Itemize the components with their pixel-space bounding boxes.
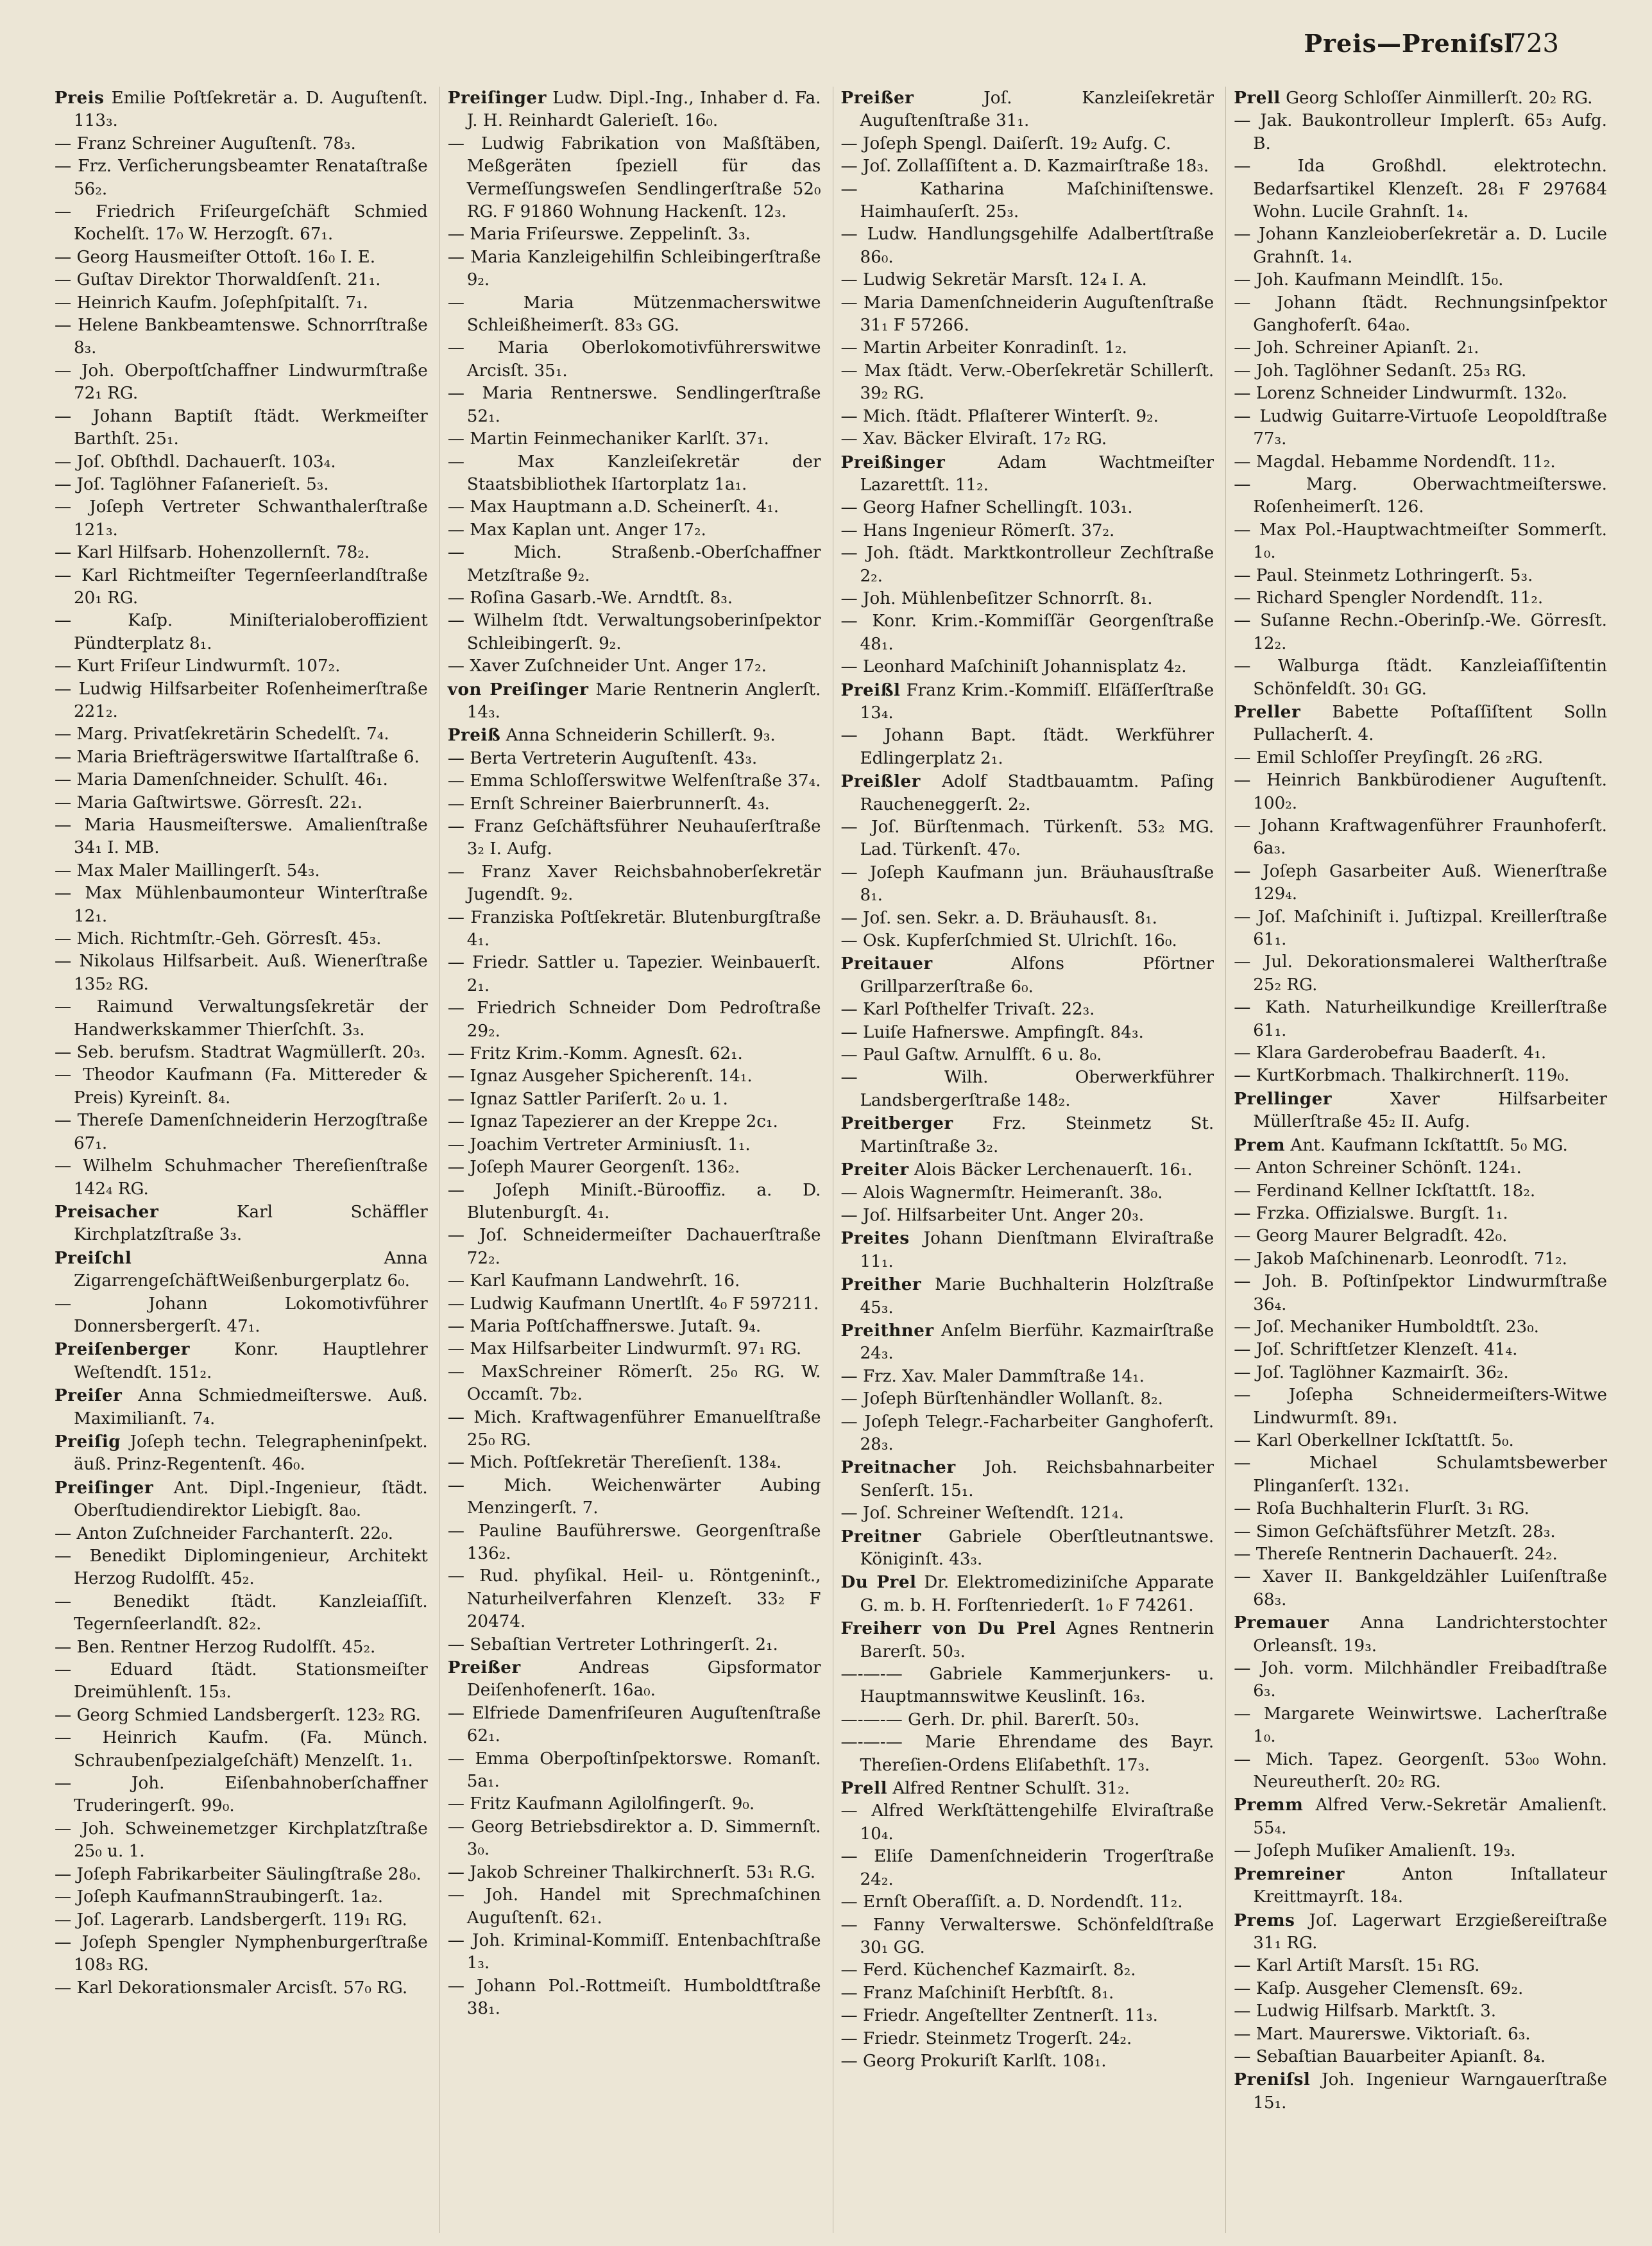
directory-entry: — KurtKorbmach. Thalkirchnerſt. 119₀.: [1234, 1066, 1570, 1086]
directory-entry: Preiter Alois Bäcker Lerchenauerſt. 16₁.: [840, 1160, 1193, 1180]
directory-entry: Preiſinger Ant. Dipl.-Ingenieur, ſtädt. Oberſtudiendirektor Liebigſt. 8a₀.: [55, 1477, 428, 1521]
directory-entry: Preither Marie Buchhalterin Holzſtraße 45₃.: [840, 1274, 1214, 1317]
entry-surname: Freiherr von Du Prel: [840, 1618, 1057, 1639]
directory-entry: — Ludwig Hilfsarbeiter Roſenheimerſtraße 221₂.: [55, 679, 428, 721]
directory-entry: — Joſ. Taglöhner Kazmairſt. 36₂.: [1234, 1362, 1509, 1382]
directory-entry: — Ignaz Ausgeher Spicherenſt. 14₁.: [447, 1067, 753, 1086]
directory-entry: — Karl Kaufmann Landwehrſt. 16.: [447, 1271, 740, 1291]
directory-entry: — Maria Damenſchneider. Schulſt. 46₁.: [55, 770, 388, 790]
directory-entry: — Suſanne Rechn.-Oberinſp.-We. Görresſt. 12₂.: [1234, 611, 1607, 653]
directory-entry: — Magdal. Hebamme Nordendſt. 11₂.: [1234, 452, 1556, 472]
entry-surname: Prellinger: [1234, 1088, 1333, 1109]
page-number: 723: [1510, 29, 1559, 58]
directory-entry: — Johann Pol.-Rottmeiſt. Humboldtſtraße 38₁.: [447, 1976, 821, 2019]
directory-entry: — Ludwig Kaufmann Unertlſt. 4₀ F 597211.: [447, 1294, 819, 1314]
directory-entry: — Joh. Oberpoſtſchaffner Lindwurmſtraße 72₁ RG.: [55, 361, 428, 404]
directory-entry: — Joh. B. Poſtinſpektor Lindwurmſtraße 36₄.: [1234, 1272, 1607, 1314]
directory-entry: — Eduard ſtädt. Stationsmeiſter Dreimühlenſt. 15₃.: [55, 1660, 428, 1702]
entry-surname: Preißl: [840, 680, 901, 700]
directory-entry: — Joh. Taglöhner Sedanſt. 25₃ RG.: [1234, 361, 1527, 381]
entry-surname: Preißer: [447, 1658, 521, 1678]
directory-entry: — Friedrich Friſeurgeſchäft Schmied Kochelſt. 17₀ W. Herzogſt. 67₁.: [55, 202, 428, 244]
entry-surname: Premm: [1234, 1795, 1304, 1815]
directory-entry: — Martin Arbeiter Konradinſt. 1₂.: [840, 338, 1127, 358]
directory-entry: — Luiſe Hafnerswe. Ampfingſt. 84₃.: [840, 1022, 1144, 1042]
directory-entry: — Guſtav Direktor Thorwaldſenſt. 21₁.: [55, 270, 381, 290]
directory-entry: — Max Mühlenbaumonteur Winterſtraße 12₁.: [55, 884, 428, 926]
entry-surname: Preiſenberger: [55, 1339, 191, 1360]
directory-entry: — Mich. Richtmſtr.-Geh. Görresſt. 45₃.: [55, 929, 382, 949]
directory-entry: — Karl Artiſt Marsſt. 15₁ RG.: [1234, 1956, 1480, 1976]
directory-entry: — Maria Poſtſchaffnerswe. Jutaſt. 9₄.: [447, 1316, 762, 1336]
directory-entry: — Fanny Verwalterswe. Schönfeldſtraße 30₁ GG.: [840, 1915, 1214, 1957]
directory-entry: — Joſeph Miniſt.-Bürooffiz. a. D. Blutenburgſt. 4₁.: [447, 1180, 821, 1222]
entry-surname: Preißer: [840, 88, 914, 108]
directory-entry: — Berta Vertreterin Auguſtenſt. 43₃.: [447, 748, 758, 768]
directory-entry: — Joſeph Fabrikarbeiter Säulingſtraße 28₀.: [55, 1864, 422, 1884]
directory-entry: — Joſeph Bürſtenhändler Wollanſt. 8₂.: [840, 1389, 1163, 1409]
directory-entry: — Emil Schloſſer Preyſingſt. 26 ₂RG.: [1234, 748, 1544, 767]
directory-entry: — Johann Baptiſt ſtädt. Werkmeiſter Barthſt. 25₁.: [55, 406, 428, 449]
directory-entry: Prem Ant. Kaufmann Ickſtattſt. 5₀ MG.: [1234, 1135, 1568, 1155]
directory-entry: Preitberger Frz. Steinmetz St. Martinſtraße 3₂.: [840, 1113, 1214, 1156]
directory-entry: — Jakob Maſchinenarb. Leonrodſt. 71₂.: [1234, 1249, 1567, 1269]
directory-entry: — Benedikt ſtädt. Kanzleiaſſiſt. Tegernſeerlandſt. 82₂.: [55, 1591, 428, 1634]
directory-entry: — Maria Damenſchneiderin Auguſtenſtraße 31₁ F 57266.: [840, 293, 1214, 336]
directory-entry: — Fritz Kaufmann Agilolfingerſt. 9₀.: [447, 1794, 755, 1814]
directory-entry: — Maria Hausmeiſterswe. Amalienſtraße 34₁ I. MB.: [55, 816, 428, 858]
directory-entry: — Georg Schmied Landsbergerſt. 123₂ RG.: [55, 1705, 421, 1725]
directory-entry: — Ernſt Oberaſſiſt. a. D. Nordendſt. 11₂.: [840, 1892, 1183, 1912]
directory-entry: — Roſa Buchhalterin Flurſt. 3₁ RG.: [1234, 1499, 1529, 1519]
entry-surname: Preiſer: [55, 1385, 123, 1406]
directory-entry: — Paul Gaſtw. Arnulfſt. 6 u. 8₀.: [840, 1045, 1102, 1065]
directory-entry: — Ludwig Sekretär Marsſt. 12₄ I. A.: [840, 270, 1147, 290]
directory-entry: — Joh. Schreiner Apianſt. 2₁.: [1234, 338, 1479, 358]
directory-entry: — Michael Schulamtsbewerber Plinganſerſt. 132₁.: [1234, 1453, 1607, 1496]
directory-entry: — Friedr. Steinmetz Trogerſt. 24₂.: [840, 2028, 1132, 2048]
directory-entry: — Joſeph Muſiker Amalienſt. 19₃.: [1234, 1841, 1516, 1861]
entry-surname: Prem: [1234, 1135, 1286, 1155]
directory-entry: — Rud. phyſikal. Heil- u. Röntgeninſt., Naturheilverfahren Klenzeſt. 33₂ F 20474.: [447, 1566, 821, 1632]
entry-surname: Preniſsl: [1234, 2070, 1311, 2090]
directory-columns: [55, 87, 1607, 2233]
directory-entry: — Ida Großhdl. elektrotechn. Bedarfsartikel Klenzeſt. 28₁ F 297684 Wohn. Lucile Grahnſt. 1₄.: [1234, 157, 1607, 222]
directory-entry: — Walburga ſtädt. Kanzleiaſſiſtentin Schönfeldſt. 30₁ GG.: [1234, 656, 1607, 699]
directory-entry: — Joſ. Taglöhner Faſanerieſt. 5₃.: [55, 474, 329, 494]
directory-entry: — Joſ. Obſthdl. Dachauerſt. 103₄.: [55, 452, 336, 472]
directory-entry: — Wilh. Oberwerkführer Landsbergerſtraße 148₂.: [840, 1068, 1214, 1110]
directory-entry: — Alois Wagnermſtr. Heimeranſt. 38₀.: [840, 1183, 1163, 1203]
directory-entry: — Joſ. Mechaniker Humboldtſt. 23₀.: [1234, 1317, 1540, 1337]
directory-entry: — Joh. ſtädt. Marktkontrolleur Zechſtraße 2₂.: [840, 544, 1214, 586]
directory-entry: — Friedrich Schneider Dom Pedroſtraße 29₂.: [447, 999, 821, 1041]
entry-surname: Prell: [840, 1778, 888, 1799]
directory-entry: — Alfred Werkſtättengehilfe Elviraſtraße 10₄.: [840, 1801, 1214, 1844]
directory-entry: — Jul. Dekorationsmalerei Waltherſtraße 25₂ RG.: [1234, 952, 1607, 995]
directory-entry: — Georg Prokuriſt Karlſt. 108₁.: [840, 2051, 1107, 2071]
directory-entry: — Helene Bankbeamtenswe. Schnorrſtraße 8₃.: [55, 316, 428, 358]
directory-entry: — Franz Schreiner Auguſtenſt. 78₃.: [55, 133, 356, 153]
directory-entry: — Joſeph Telegr.-Facharbeiter Ganghoferſt. 28₃.: [840, 1412, 1214, 1454]
directory-entry: — Joſ. Schreiner Weſtendſt. 121₄.: [840, 1504, 1124, 1523]
directory-entry: — Ignaz Tapezierer an der Kreppe 2c₁.: [447, 1112, 778, 1132]
entry-surname: Preller: [1234, 701, 1301, 722]
directory-entry: — Mart. Maurerswe. Viktoriaſt. 6₃.: [1234, 2024, 1531, 2044]
entry-surname: Preitauer: [840, 954, 933, 974]
directory-entry: — Heinrich Kaufm. (Fa. Münch. Schraubenſpezialgeſchäft) Menzelſt. 1₁.: [55, 1728, 428, 1770]
page-header: [0, 0, 1652, 90]
directory-entry: — Frz. Verſicherungsbeamter Renataſtraße 56₂.: [55, 157, 428, 199]
entry-surname: Preiſinger: [55, 1477, 154, 1498]
directory-entry: — Joſeph Maurer Georgenſt. 136₂.: [447, 1158, 740, 1178]
directory-entry: — Martin Feinmechaniker Karlſt. 37₁.: [447, 429, 769, 449]
directory-entry: —-—-— Marie Ehrendame des Bayr. Thereſien-Ordens Eliſabethſt. 17₃.: [840, 1733, 1214, 1775]
directory-entry: — Joh. Mühlenbeſitzer Schnorrſt. 8₁.: [840, 588, 1153, 608]
directory-entry: Preiſinger Ludw. Dipl.-Ing., Inhaber d. Fa. J. H. Reinhardt Galerieſt. 16₀.: [447, 88, 821, 131]
directory-entry: — Joſeph Spengl. Daiſerſt. 19₂ Aufg. C.: [840, 133, 1171, 153]
directory-entry: Prell Georg Schloſſer Ainmillerſt. 20₂ RG.: [1234, 88, 1593, 108]
directory-entry: Preißer Joſ. Kanzleiſekretär Auguſtenſtraße 31₁.: [840, 88, 1214, 131]
directory-entry: — Kaſp. Miniſterialoberoffizient Pündterplatz 8₁.: [55, 611, 428, 653]
directory-entry: — Joſeph Kaufmann jun. Bräuhausſtraße 8₁.: [840, 862, 1214, 905]
directory-entry: — Konr. Krim.-Kommiſſär Georgenſtraße 48₁.: [840, 612, 1214, 654]
directory-entry: — Mich. Poſtſekretär Thereſienſt. 138₄.: [447, 1453, 782, 1473]
directory-entry: — Maria Kanzleigehilfin Schleibingerſtraße 9₂.: [447, 247, 821, 290]
directory-entry: — Wilhelm Schuhmacher Thereſienſtraße 142₄ RG.: [55, 1156, 428, 1199]
directory-column-1: [55, 87, 428, 2233]
entry-surname: Preites: [840, 1228, 910, 1249]
entry-surname: Preitner: [840, 1526, 922, 1547]
directory-entry: — Joachim Vertreter Arminiusſt. 1₁.: [447, 1135, 751, 1154]
directory-entry: Preitner Gabriele Oberſtleutnantswe. Königinſt. 43₃.: [840, 1526, 1214, 1569]
directory-entry: — Joſ. Zollaſſiſtent a. D. Kazmairſtraße 18₃.: [840, 157, 1209, 176]
directory-entry: — Seb. berufsm. Stadtrat Wagmüllerſt. 20₃.: [55, 1043, 426, 1063]
directory-entry: — Johann Kanzleioberſekretär a. D. Lucile Grahnſt. 1₄.: [1234, 225, 1607, 267]
directory-entry: von Preiſinger Marie Rentnerin Anglerſt. 14₃.: [447, 679, 821, 722]
directory-entry: Freiherr von Du Prel Agnes Rentnerin Barerſt. 50₃.: [840, 1618, 1214, 1661]
directory-entry: — Max Pol.-Hauptwachtmeiſter Sommerſt. 1₀.: [1234, 520, 1607, 563]
directory-entry: Preißler Adolf Stadtbauamtm. Paſing Raucheneggerſt. 2₂.: [840, 771, 1214, 814]
entry-surname: von Preiſinger: [447, 679, 589, 699]
directory-entry: — Heinrich Bankbürodiener Auguſtenſt. 100₂.: [1234, 771, 1607, 813]
directory-entry: Preiſchl Anna ZigarrengeſchäftWeißenburgerplatz 6₀.: [55, 1247, 428, 1291]
directory-entry: — Joſeph Gasarbeiter Auß. Wienerſtraße 129₄.: [1234, 861, 1607, 904]
directory-entry: — Maria Mützenmacherswitwe Schleißheimerſt. 83₃ GG.: [447, 293, 821, 336]
directory-entry: — Max Kaplan unt. Anger 17₂.: [447, 520, 706, 540]
directory-entry: — Joſeph KaufmannStraubingerſt. 1a₂.: [55, 1887, 384, 1907]
directory-entry: — Sebaſtian Bauarbeiter Apianſt. 8₄.: [1234, 2046, 1546, 2066]
directory-entry: — Wilhelm ſtdt. Verwaltungsoberinſpektor Schleibingerſt. 9₂.: [447, 611, 821, 653]
directory-entry: — Heinrich Kaufm. Joſephſpitalſt. 7₁.: [55, 293, 368, 313]
entry-surname: Premreiner: [1234, 1864, 1345, 1884]
directory-entry: — Franz Xaver Reichsbahnoberſekretär Jugendſt. 9₂.: [447, 862, 821, 905]
directory-column-2: [439, 87, 821, 2233]
directory-entry: — Joh. Handel mit Sprechmaſchinen Auguſtenſt. 62₁.: [447, 1885, 821, 1928]
directory-entry: — Theodor Kaufmann (Fa. Mittereder & Preis) Kyreinſt. 8₄.: [55, 1065, 428, 1108]
directory-entry: Preißl Franz Krim.-Kommiſſ. Elſäſſerſtraße 13₄.: [840, 680, 1214, 723]
directory-entry: — Franz Maſchiniſt Herbſtſt. 8₁.: [840, 1983, 1114, 2003]
directory-entry: — Sebaſtian Vertreter Lothringerſt. 2₁.: [447, 1634, 778, 1654]
directory-entry: — Thereſe Rentnerin Dachauerſt. 24₂.: [1234, 1545, 1558, 1564]
directory-entry: — Johann Kraftwagenführer Fraunhoferſt. 6a₃.: [1234, 816, 1607, 859]
directory-entry: — Karl Oberkellner Ickſtattſt. 5₀.: [1234, 1430, 1514, 1450]
entry-surname: Preiter: [840, 1160, 909, 1180]
directory-entry: Premm Alfred Verw.-Sekretär Amalienſt. 55₄.: [1234, 1795, 1607, 1838]
directory-entry: Preißinger Adam Wachtmeiſter Lazarettſt. 11₂.: [840, 452, 1214, 495]
directory-entry: — Ferdinand Kellner Ickſtattſt. 18₂.: [1234, 1181, 1536, 1201]
directory-entry: — Xaver II. Bankgeldzähler Luiſenſtraße 68₃.: [1234, 1567, 1607, 1609]
directory-entry: — Emma Schloſſerswitwe Welfenſtraße 37₄.: [447, 771, 821, 791]
entry-surname: Preiß: [447, 725, 501, 746]
directory-entry: — Elfriede Damenfriſeuren Auguſtenſtraße 62₁.: [447, 1703, 821, 1746]
entry-surname: Preiſinger: [447, 88, 547, 108]
directory-entry: Preiſer Anna Schmiedmeiſterswe. Auß. Maximilianſt. 7₄.: [55, 1385, 428, 1428]
entry-surname: Preiſchl: [55, 1247, 132, 1268]
directory-entry: — Joſ. Hilfsarbeiter Unt. Anger 20₃.: [840, 1205, 1145, 1225]
directory-entry: — Paul. Steinmetz Lothringerſt. 5₃.: [1234, 565, 1533, 585]
directory-entry: — Ferd. Küchenchef Kazmairſt. 8₂.: [840, 1960, 1136, 1980]
entry-surname: Prell: [1234, 88, 1281, 108]
directory-entry: — Mich. Weichenwärter Aubing Menzingerſt. 7.: [447, 1475, 821, 1518]
directory-entry: — Maria Oberlokomotivführerswitwe Arcisſt. 35₁.: [447, 338, 821, 381]
directory-entry: — Joſ. Schriftſetzer Klenzeſt. 41₄.: [1234, 1340, 1518, 1360]
directory-entry: — Katharina Maſchiniſtenswe. Haimhauſerſt. 25₃.: [840, 179, 1214, 222]
directory-entry: — Hans Ingenieur Römerſt. 37₂.: [840, 520, 1115, 540]
directory-entry: — Benedikt Diplomingenieur, Architekt Herzog Rudolfſt. 45₂.: [55, 1547, 428, 1589]
directory-entry: — Anton Schreiner Schönſt. 124₁.: [1234, 1158, 1522, 1178]
directory-entry: Preniſsl Joh. Ingenieur Warngauerſtraße 15₁.: [1234, 2070, 1607, 2113]
directory-entry: — Leonhard Maſchiniſt Johannisplatz 4₂.: [840, 657, 1187, 677]
directory-entry: —-—-— Gerh. Dr. phil. Barerſt. 50₃.: [840, 1710, 1140, 1729]
directory-entry: — Simon Geſchäftsführer Metzſt. 28₃.: [1234, 1522, 1556, 1541]
directory-entry: Preitauer Alfons Pförtner Grillparzerſtraße 6₀.: [840, 954, 1214, 997]
directory-entry: Premreiner Anton Inſtallateur Kreittmayrſt. 18₄.: [1234, 1864, 1607, 1907]
directory-entry: — Ernſt Schreiner Baierbrunnerſt. 4₃.: [447, 794, 770, 814]
directory-entry: — Joh. Kaufmann Meindlſt. 15₀.: [1234, 270, 1504, 290]
page-title: Preis—Preniſsl: [1304, 29, 1514, 58]
directory-entry: — Johann Bapt. ſtädt. Werkführer Edlingerplatz 2₁.: [840, 726, 1214, 768]
directory-entry: — Joſ. Bürſtenmach. Türkenſt. 53₂ MG. Lad. Türkenſt. 47₀.: [840, 818, 1214, 860]
directory-entry: — Karl Richtmeiſter Tegernſeerlandſtraße 20₁ RG.: [55, 565, 428, 608]
directory-entry: — Jakob Schreiner Thalkirchnerſt. 53₁ R.G.: [447, 1862, 816, 1882]
directory-entry: — Ludwig Fabrikation von Maßſtäben, Meßgeräten ſpeziell für das Vermeſſungsweſen Sendlingerſtraße 52₀ RG. F 91860 Wohnung Hackenſt. 12₃.: [447, 133, 821, 222]
directory-entry: — MaxSchreiner Römerſt. 25₀ RG. W. Occamſt. 7b₂.: [447, 1362, 821, 1405]
directory-column-3: [833, 87, 1214, 2233]
directory-entry: — Xav. Bäcker Elviraſt. 17₂ RG.: [840, 429, 1107, 449]
directory-entry: — Franziska Poſtſekretär. Blutenburgſtraße 4₁.: [447, 907, 821, 950]
entry-surname: Preis: [55, 88, 105, 108]
entry-surname: Premauer: [1234, 1613, 1329, 1633]
directory-entry: — Fritz Krim.-Komm. Agnesſt. 62₁.: [447, 1044, 743, 1064]
directory-column-4: [1225, 87, 1607, 2233]
directory-entry: — Maria Gaſtwirtswe. Görresſt. 22₁.: [55, 793, 363, 812]
directory-entry: — Johann Lokomotivführer Donnersbergerſt. 47₁.: [55, 1294, 428, 1336]
directory-entry: — Richard Spengler Nordendſt. 11₂.: [1234, 588, 1544, 608]
directory-entry: Preiſig Joſeph techn. Telegrapheninſpekt. äuß. Prinz-Regentenſt. 46₀.: [55, 1431, 428, 1475]
directory-entry: — Joh. Kriminal-Kommiſſ. Entenbachſtraße 1₃.: [447, 1930, 821, 1973]
directory-entry: — Karl Hilfsarb. Hohenzollernſt. 78₂.: [55, 543, 370, 563]
entry-surname: Preitnacher: [840, 1457, 956, 1478]
directory-entry: — Joſepha Schneidermeiſters-Witwe Lindwurmſt. 89₁.: [1234, 1385, 1607, 1428]
directory-entry: — Joſ. sen. Sekr. a. D. Bräuhausſt. 8₁.: [840, 908, 1158, 928]
directory-entry: — Karl Dekorationsmaler Arcisſt. 57₀ RG.: [55, 1978, 408, 1998]
directory-entry: Preisacher Karl Schäffler Kirchplatzſtraße 3₃.: [55, 1201, 428, 1245]
directory-entry: — Ludwig Hilfsarb. Marktſt. 3.: [1234, 2002, 1497, 2021]
directory-entry: — Franz Geſchäftsführer Neuhauſerſtraße 3₂ I. Aufg.: [447, 817, 821, 859]
directory-entry: — Georg Maurer Belgradſt. 42₀.: [1234, 1226, 1508, 1246]
directory-entry: — Kaſp. Ausgeher Clemensſt. 69₂.: [1234, 1978, 1524, 1998]
directory-entry: — Ludw. Handlungsgehilfe Adalbertſtraße 86₀.: [840, 225, 1214, 267]
directory-entry: — Joh. vorm. Milchhändler Freibadſtraße 6₃.: [1234, 1659, 1607, 1701]
directory-entry: Preithner Anſelm Bierführ. Kazmairſtraße 24₃.: [840, 1320, 1214, 1364]
directory-entry: — Joh. Eiſenbahnoberſchaffner Truderingerſt. 99₀.: [55, 1774, 428, 1816]
directory-entry: — Jak. Baukontrolleur Implerſt. 65₃ Aufg. B.: [1234, 111, 1607, 153]
directory-entry: Du Prel Dr. Elektromediziniſche Apparate G. m. b. H. Forſtenriederſt. 1₀ F 74261.: [840, 1572, 1214, 1615]
directory-entry: — Karl Poſthelfer Trivaſt. 22₃.: [840, 1000, 1095, 1020]
directory-entry: — Anton Zuſchneider Farchanterſt. 22₀.: [55, 1523, 393, 1543]
directory-entry: — Frzka. Offizialswe. Burgſt. 1₁.: [1234, 1203, 1508, 1223]
entry-surname: Preither: [840, 1274, 922, 1295]
directory-entry: — Xaver Zuſchneider Unt. Anger 17₂.: [447, 656, 767, 676]
directory-entry: — Georg Hausmeiſter Ottoſt. 16₀ I. E.: [55, 247, 376, 267]
directory-entry: — Max Hauptmann a.D. Scheinerſt. 4₁.: [447, 497, 779, 517]
directory-entry: Preites Johann Dienſtmann Elviraſtraße 11₁.: [840, 1228, 1214, 1271]
directory-entry: — Maria Friſeurswe. Zeppelinſt. 3₃.: [447, 225, 751, 244]
directory-entry: Prellinger Xaver Hilfsarbeiter Müllerſtraße 45₂ II. Aufg.: [1234, 1088, 1607, 1132]
directory-entry: — Ben. Rentner Herzog Rudolfſt. 45₂.: [55, 1637, 376, 1657]
directory-entry: — Joſ. Schneidermeiſter Dachauerſtraße 72₂.: [447, 1226, 821, 1268]
directory-entry: Prems Joſ. Lagerwart Erzgießereiſtraße 31₁ RG.: [1234, 1910, 1607, 1953]
directory-entry: — Joſeph Vertreter Schwanthalerſtraße 121₃.: [55, 497, 428, 540]
directory-entry: — Friedr. Angeſtellter Zentnerſt. 11₃.: [840, 2006, 1158, 2026]
directory-entry: Preller Babette Poſtaſſiſtent Solln Pullacherſt. 4.: [1234, 701, 1607, 745]
directory-entry: — Maria Briefträgerswitwe Iſartalſtraße 6.: [55, 747, 420, 767]
directory-entry: — Mich. Tapez. Georgenſt. 53₀₀ Wohn. Neureutherſt. 20₂ RG.: [1234, 1749, 1607, 1792]
directory-entry: Premauer Anna Landrichterstochter Orleansſt. 19₃.: [1234, 1613, 1607, 1656]
directory-entry: — Maria Rentnerswe. Sendlingerſtraße 52₁.: [447, 384, 821, 426]
directory-entry: — Ludwig Guitarre-Virtuoſe Leopoldſtraße 77₃.: [1234, 406, 1607, 449]
directory-entry: — Kath. Naturheilkundige Kreillerſtraße 61₁.: [1234, 998, 1607, 1040]
entry-surname: Preisacher: [55, 1201, 159, 1222]
directory-entry: — Joſ. Maſchiniſt i. Juſtizpal. Kreillerſtraße 61₁.: [1234, 907, 1607, 950]
directory-entry: — Marg. Privatſekretärin Schedelſt. 7₄.: [55, 724, 389, 744]
directory-entry: Preiß Anna Schneiderin Schillerſt. 9₃.: [447, 725, 776, 746]
directory-entry: — Klara Garderobefrau Baaderſt. 4₁.: [1234, 1043, 1547, 1063]
entry-surname: Preiſig: [55, 1431, 121, 1452]
directory-entry: —-—-— Gabriele Kammerjunkers- u. Hauptmannswitwe Keuslinſt. 16₃.: [840, 1665, 1214, 1707]
directory-entry: — Mich. Straßenb.-Oberſchaffner Metzſtraße 9₂.: [447, 543, 821, 585]
entry-surname: Preithner: [840, 1320, 934, 1341]
directory-entry: — Joſeph Spengler Nymphenburgerſtraße 108₃ RG.: [55, 1932, 428, 1975]
directory-entry: — Mich. ſtädt. Pflaſterer Winterſt. 9₂.: [840, 406, 1159, 426]
directory-entry: — Thereſe Damenſchneiderin Herzogſtraße 67₁.: [55, 1111, 428, 1153]
directory-entry: — Max ſtädt. Verw.-Oberſekretär Schillerſt. 39₂ RG.: [840, 361, 1214, 404]
directory-entry: — Lorenz Schneider Lindwurmſt. 132₀.: [1234, 384, 1567, 404]
directory-entry: — Georg Betriebsdirektor a. D. Simmernſt. 3₀.: [447, 1817, 821, 1860]
entry-surname: Prems: [1234, 1910, 1295, 1930]
directory-entry: — Georg Hafner Schellingſt. 103₁.: [840, 498, 1133, 518]
directory-entry: — Max Kanzleiſekretär der Staatsbibliothek Iſartorplatz 1a₁.: [447, 452, 821, 494]
entry-surname: Preißinger: [840, 452, 946, 472]
directory-entry: Preißer Andreas Gipsformator Deiſenhofenerſt. 16a₀.: [447, 1658, 821, 1701]
directory-entry: — Nikolaus Hilfsarbeit. Auß. Wienerſtraße 135₂ RG.: [55, 952, 428, 994]
directory-entry: — Frz. Xav. Maler Dammſtraße 14₁.: [840, 1366, 1145, 1386]
directory-entry: Preis Emilie Poſtſekretär a. D. Auguſtenſt. 113₃.: [55, 88, 428, 131]
directory-entry: Preiſenberger Konr. Hauptlehrer Weſtendſt. 151₂.: [55, 1339, 428, 1382]
directory-entry: — Ignaz Sattler Pariſerſt. 2₀ u. 1.: [447, 1089, 728, 1109]
directory-entry: Preitnacher Joh. Reichsbahnarbeiter Senſerſt. 15₁.: [840, 1457, 1214, 1500]
directory-entry: — Joh. Schweinemetzger Kirchplatzſtraße 25₀ u. 1.: [55, 1819, 428, 1862]
directory-entry: — Osk. Kupferſchmied St. Ulrichſt. 16₀.: [840, 931, 1177, 951]
directory-entry: — Eliſe Damenſchneiderin Trogerſtraße 24₂.: [840, 1847, 1214, 1889]
directory-entry: — Pauline Bauführerswe. Georgenſtraße 136₂.: [447, 1521, 821, 1563]
directory-entry: Prell Alfred Rentner Schulſt. 31₂.: [840, 1778, 1130, 1799]
entry-surname: Preitberger: [840, 1113, 953, 1134]
directory-entry: — Friedr. Sattler u. Tapezier. Weinbauerſt. 2₁.: [447, 953, 821, 995]
entry-surname: Preißler: [840, 771, 921, 792]
directory-entry: — Max Hilfsarbeiter Lindwurmſt. 97₁ RG.: [447, 1339, 802, 1359]
directory-entry: — Joſ. Lagerarb. Landsbergerſt. 119₁ RG.: [55, 1910, 407, 1930]
directory-entry: — Mich. Kraftwagenführer Emanuelſtraße 25₀ RG.: [447, 1407, 821, 1450]
directory-entry: — Kurt Friſeur Lindwurmſt. 107₂.: [55, 656, 341, 676]
directory-entry: — Emma Oberpoſtinſpektorswe. Romanſt. 5a₁.: [447, 1749, 821, 1792]
entry-surname: Du Prel: [840, 1572, 917, 1593]
directory-entry: — Margarete Weinwirtswe. Lacherſtraße 1₀.: [1234, 1704, 1607, 1747]
directory-entry: — Johann ſtädt. Rechnungsinſpektor Ganghoferſt. 64a₀.: [1234, 293, 1607, 336]
directory-entry: — Raimund Verwaltungsſekretär der Handwerkskammer Thierſchſt. 3₃.: [55, 997, 428, 1040]
directory-entry: — Marg. Oberwachtmeiſterswe. Roſenheimerſt. 126.: [1234, 474, 1607, 517]
directory-entry: — Max Maler Maillingerſt. 54₃.: [55, 861, 320, 880]
directory-entry: — Roſina Gasarb.-We. Arndtſt. 8₃.: [447, 588, 733, 608]
